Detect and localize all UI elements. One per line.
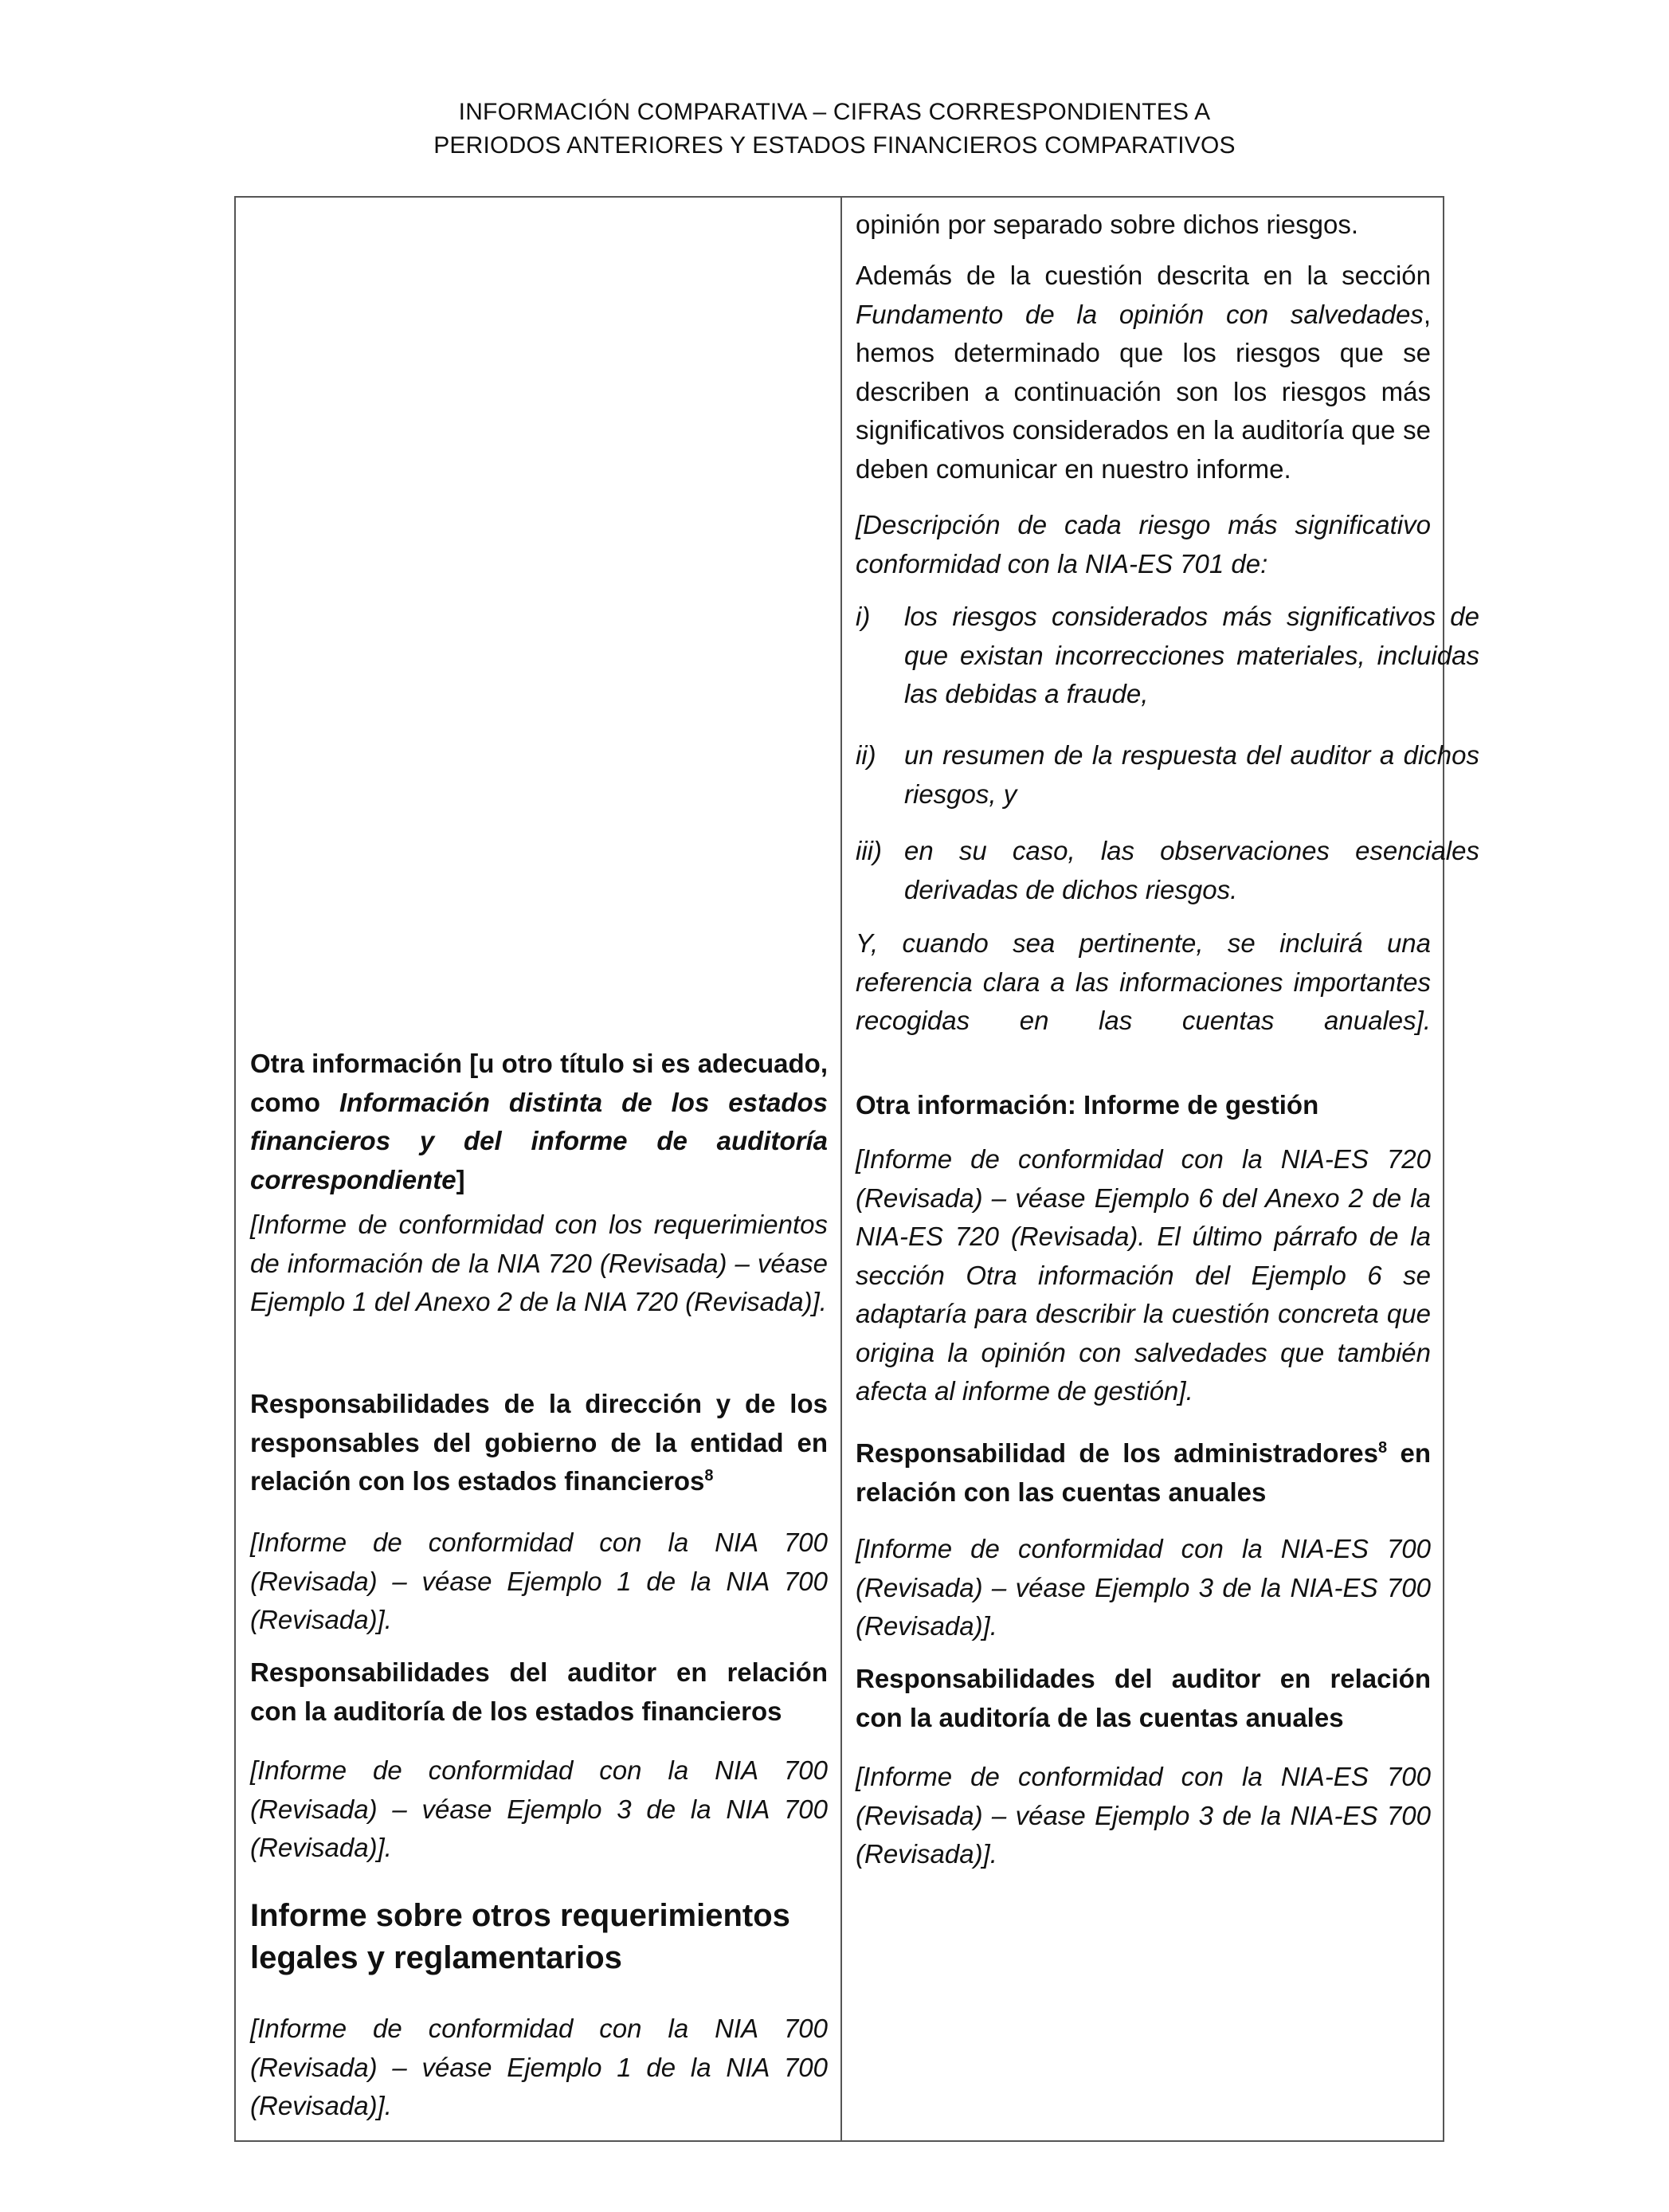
paragraph-text: Además de la cuestión descrita en la sección: [856, 261, 1431, 290]
heading-italic-text: Información distinta de los estados financieros y del informe de auditoría correspondiente: [250, 1087, 829, 1194]
otra-informacion-heading: [250, 1045, 828, 1199]
responsabilidades-auditor-heading: Responsabilidades del auditor en relación con la auditoría de las cuentas anuales: [856, 1664, 1431, 1732]
list-marker: iii): [856, 836, 882, 865]
heading-text: Otra información [u otro título si es adecuado, como: [250, 1049, 828, 1117]
heading-text: Responsabilidades de la dirección y de los responsables del gobierno de la entidad en relación con los estados financieros: [250, 1389, 828, 1496]
heading-end-text: ]: [456, 1164, 465, 1194]
list-marker: i): [856, 602, 871, 631]
responsabilidades-auditor-heading: Responsabilidades del auditor en relación con la auditoría de los estados financieros: [250, 1657, 828, 1726]
footnote-ref: 8: [704, 1467, 714, 1484]
list-item-text: los riesgos considerados más significativos de que existan incorrecciones materiales, incluidas las debidas a fraude,: [904, 602, 1479, 708]
page-header: [0, 96, 1669, 163]
ademas-paragraph: [856, 257, 1431, 488]
responsabilidad-administradores-heading: [856, 1434, 1431, 1512]
header-line-1: INFORMACIÓN COMPARATIVA – CIFRAS CORRESPONDIENTES A: [458, 99, 1211, 125]
heading-text-end: en relación con las cuentas anuales: [856, 1438, 1431, 1507]
responsabilidades-auditor-body: [Informe de conformidad con la NIA-ES 700 (Revisada) – véase Ejemplo 3 de la NIA-ES 700 (Revisada)].: [856, 1762, 1431, 1869]
otra-informacion-heading: Otra información: Informe de gestión: [856, 1090, 1319, 1120]
list-item-text: un resumen de la respuesta del auditor a dichos riesgos, y: [904, 740, 1479, 809]
right-column: [856, 198, 1479, 2140]
responsabilidades-direccion-body: [Informe de conformidad con la NIA 700 (Revisada) – véase Ejemplo 1 de la NIA 700 (Revisada)].: [250, 1528, 828, 1634]
heading-text: Responsabilidad de los administradores: [856, 1438, 1379, 1468]
footnote-ref: 8: [1378, 1439, 1388, 1457]
header-line-2: PERIODOS ANTERIORES Y ESTADOS FINANCIEROS COMPARATIVOS: [433, 132, 1236, 159]
responsabilidades-auditor-body: [Informe de conformidad con la NIA 700 (Revisada) – véase Ejemplo 3 de la NIA 700 (Revisada)].: [250, 1755, 828, 1862]
left-column: [250, 198, 828, 2140]
list-item-text: en su caso, las observaciones esenciales derivadas de dichos riesgos.: [904, 836, 1479, 904]
responsabilidad-administradores-body: [Informe de conformidad con la NIA-ES 700 (Revisada) – véase Ejemplo 3 de la NIA-ES 700 (Revisada)].: [856, 1534, 1431, 1641]
y-cuando-paragraph: Y, cuando sea pertinente, se incluirá una referencia clara a las informaciones importantes recogidas en las cuentas anuales].: [856, 928, 1431, 1035]
paragraph-italic-text: Fundamento de la opinión con salvedades: [856, 299, 1424, 329]
list-marker: ii): [856, 740, 876, 770]
otros-requerimientos-heading: Informe sobre otros requerimientos legales y reglamentarios: [250, 1898, 790, 1975]
column-divider: [840, 198, 842, 2140]
comparison-table: [234, 196, 1479, 2142]
otra-informacion-body: [Informe de conformidad con la NIA-ES 720 (Revisada) – véase Ejemplo 6 del Anexo 2 de la NIA-ES 720 (Revisada). El último párrafo de la sección Otra información del Ejemplo 6 se adaptaría para describir la cuestión concreta que origina la opinión con salvedades que también afecta al informe de gestión].: [856, 1144, 1431, 1406]
paragraph-text-end: , hemos determinado que los riesgos que se describen a continuación son los riesgos más significativos considerados en la auditoría que se deben comunicar en nuestro informe.: [856, 299, 1431, 484]
list-item: [856, 598, 1479, 714]
list-item: [856, 736, 1479, 814]
descripcion-paragraph: [Descripción de cada riesgo más significativo conformidad con la NIA-ES 701 de:: [856, 510, 1431, 578]
responsabilidades-direccion-heading: [250, 1385, 828, 1501]
list-item: [856, 832, 1479, 909]
otros-requerimientos-body: [Informe de conformidad con la NIA 700 (Revisada) – véase Ejemplo 1 de la NIA 700 (Revisada)].: [250, 2014, 828, 2120]
otra-informacion-body: [Informe de conformidad con los requerimientos de información de la NIA 720 (Revisada) – véase Ejemplo 1 del Anexo 2 de la NIA 720 (Revisada)].: [250, 1210, 828, 1316]
intro-line: opinión por separado sobre dichos riesgos.: [856, 210, 1359, 239]
